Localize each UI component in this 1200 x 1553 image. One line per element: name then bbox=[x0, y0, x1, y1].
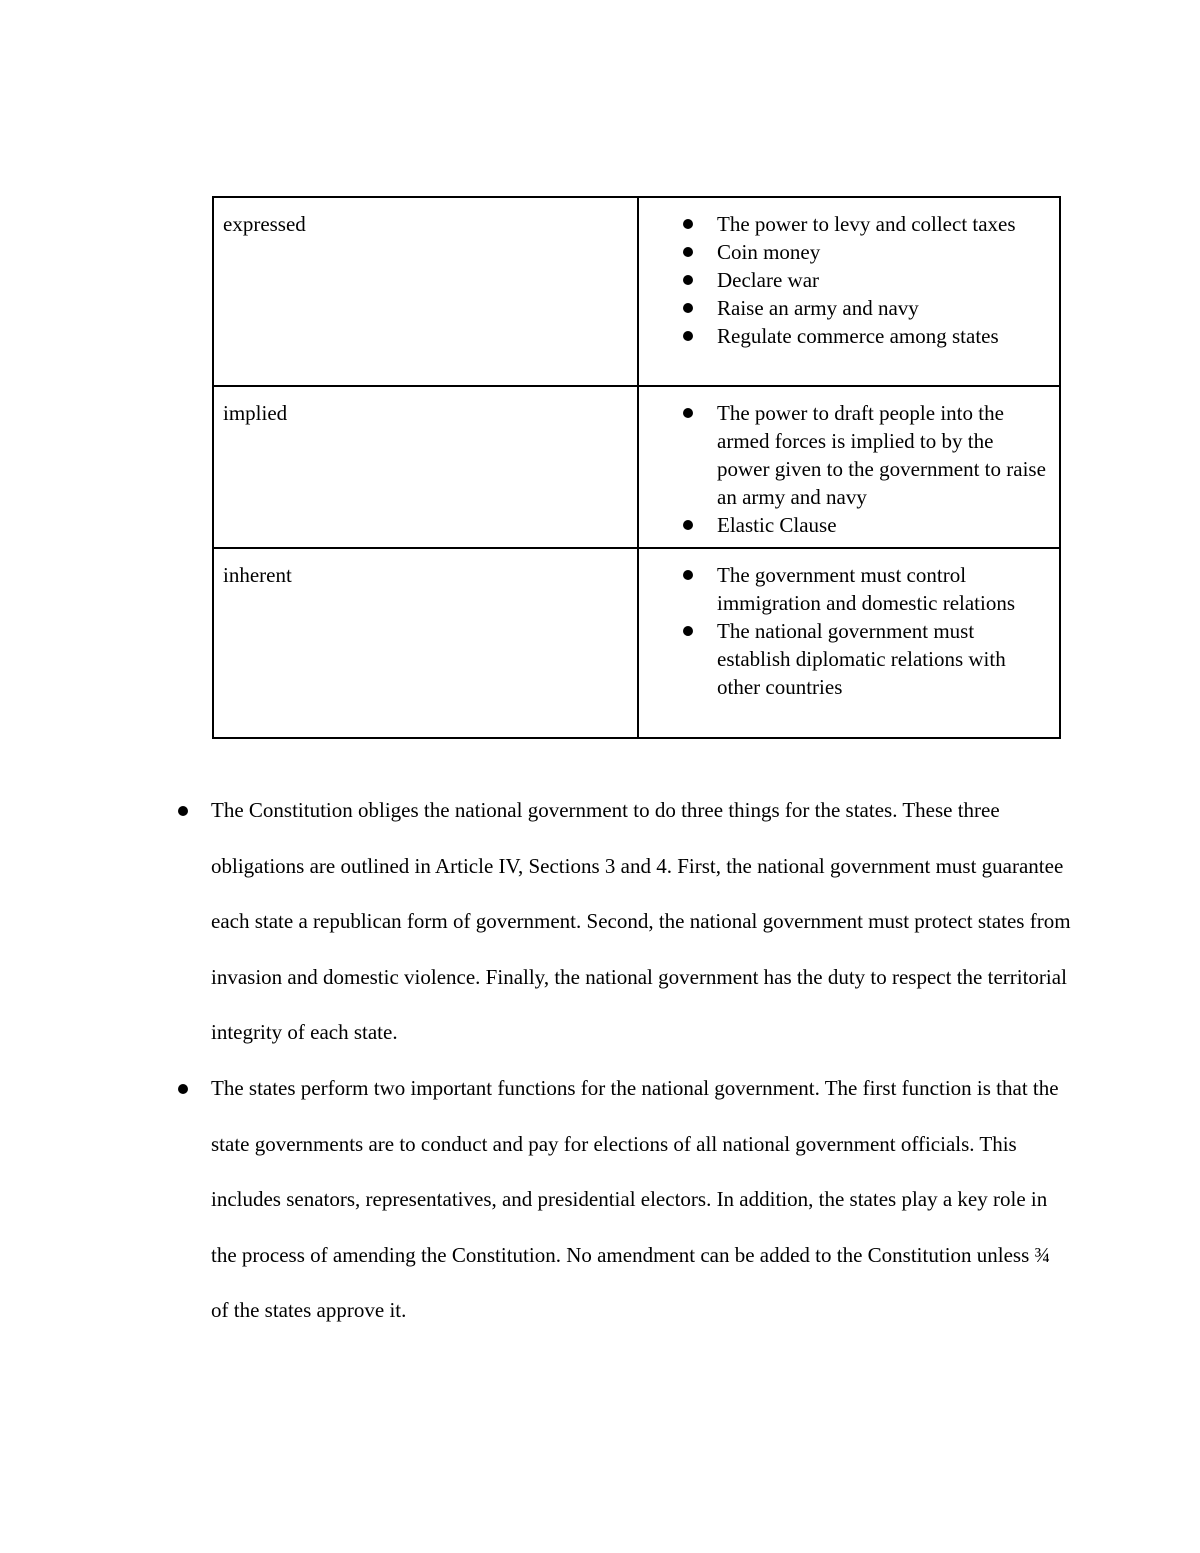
list-item: Regulate commerce among states bbox=[717, 322, 1051, 350]
note-state-functions-paragraph: The states perform two important functions for the national government. The first function is that the state governments are to conduct and pay for elections of all national government officials. This includes senators, representatives, and presidential electors. In addition, the states play a key role in the process of amending the Constitution. No amendment can be added to the Constitution unless ¾ of the states approve it. bbox=[211, 1061, 1071, 1339]
note-obligations-paragraph: The Constitution obliges the national government to do three things for the states. These three obligations are outlined in Article IV, Sections 3 and 4. First, the national government must guarantee each state a republican form of government. Second, the national government must protect states from invasion and domestic violence. Finally, the national government has the duty to respect the territorial integrity of each state. bbox=[211, 783, 1071, 1061]
table-row-expressed bbox=[213, 197, 1060, 386]
list-item: Coin money bbox=[717, 238, 1051, 266]
power-examples-list bbox=[648, 399, 1051, 539]
list-item: Declare war bbox=[717, 266, 1051, 294]
power-examples-cell bbox=[638, 386, 1060, 548]
notes-list bbox=[211, 783, 1071, 1339]
power-type-cell: inherent bbox=[213, 548, 638, 738]
power-examples-list bbox=[648, 561, 1051, 701]
power-examples-list bbox=[648, 210, 1051, 350]
power-type-cell: implied bbox=[213, 386, 638, 548]
list-item: The government must control immigration and domestic relations bbox=[717, 561, 1051, 617]
powers-table bbox=[212, 196, 1061, 739]
power-type-cell: expressed bbox=[213, 197, 638, 386]
list-item: The national government must establish diplomatic relations with other countries bbox=[717, 617, 1051, 701]
table-row-inherent bbox=[213, 548, 1060, 738]
power-examples-cell bbox=[638, 548, 1060, 738]
list-item: The power to levy and collect taxes bbox=[717, 210, 1051, 238]
table-row-implied bbox=[213, 386, 1060, 548]
power-examples-cell bbox=[638, 197, 1060, 386]
list-item: Raise an army and navy bbox=[717, 294, 1051, 322]
list-item: The power to draft people into the armed forces is implied to by the power given to the government to raise an army and navy bbox=[717, 399, 1051, 511]
list-item: Elastic Clause bbox=[717, 511, 1051, 539]
